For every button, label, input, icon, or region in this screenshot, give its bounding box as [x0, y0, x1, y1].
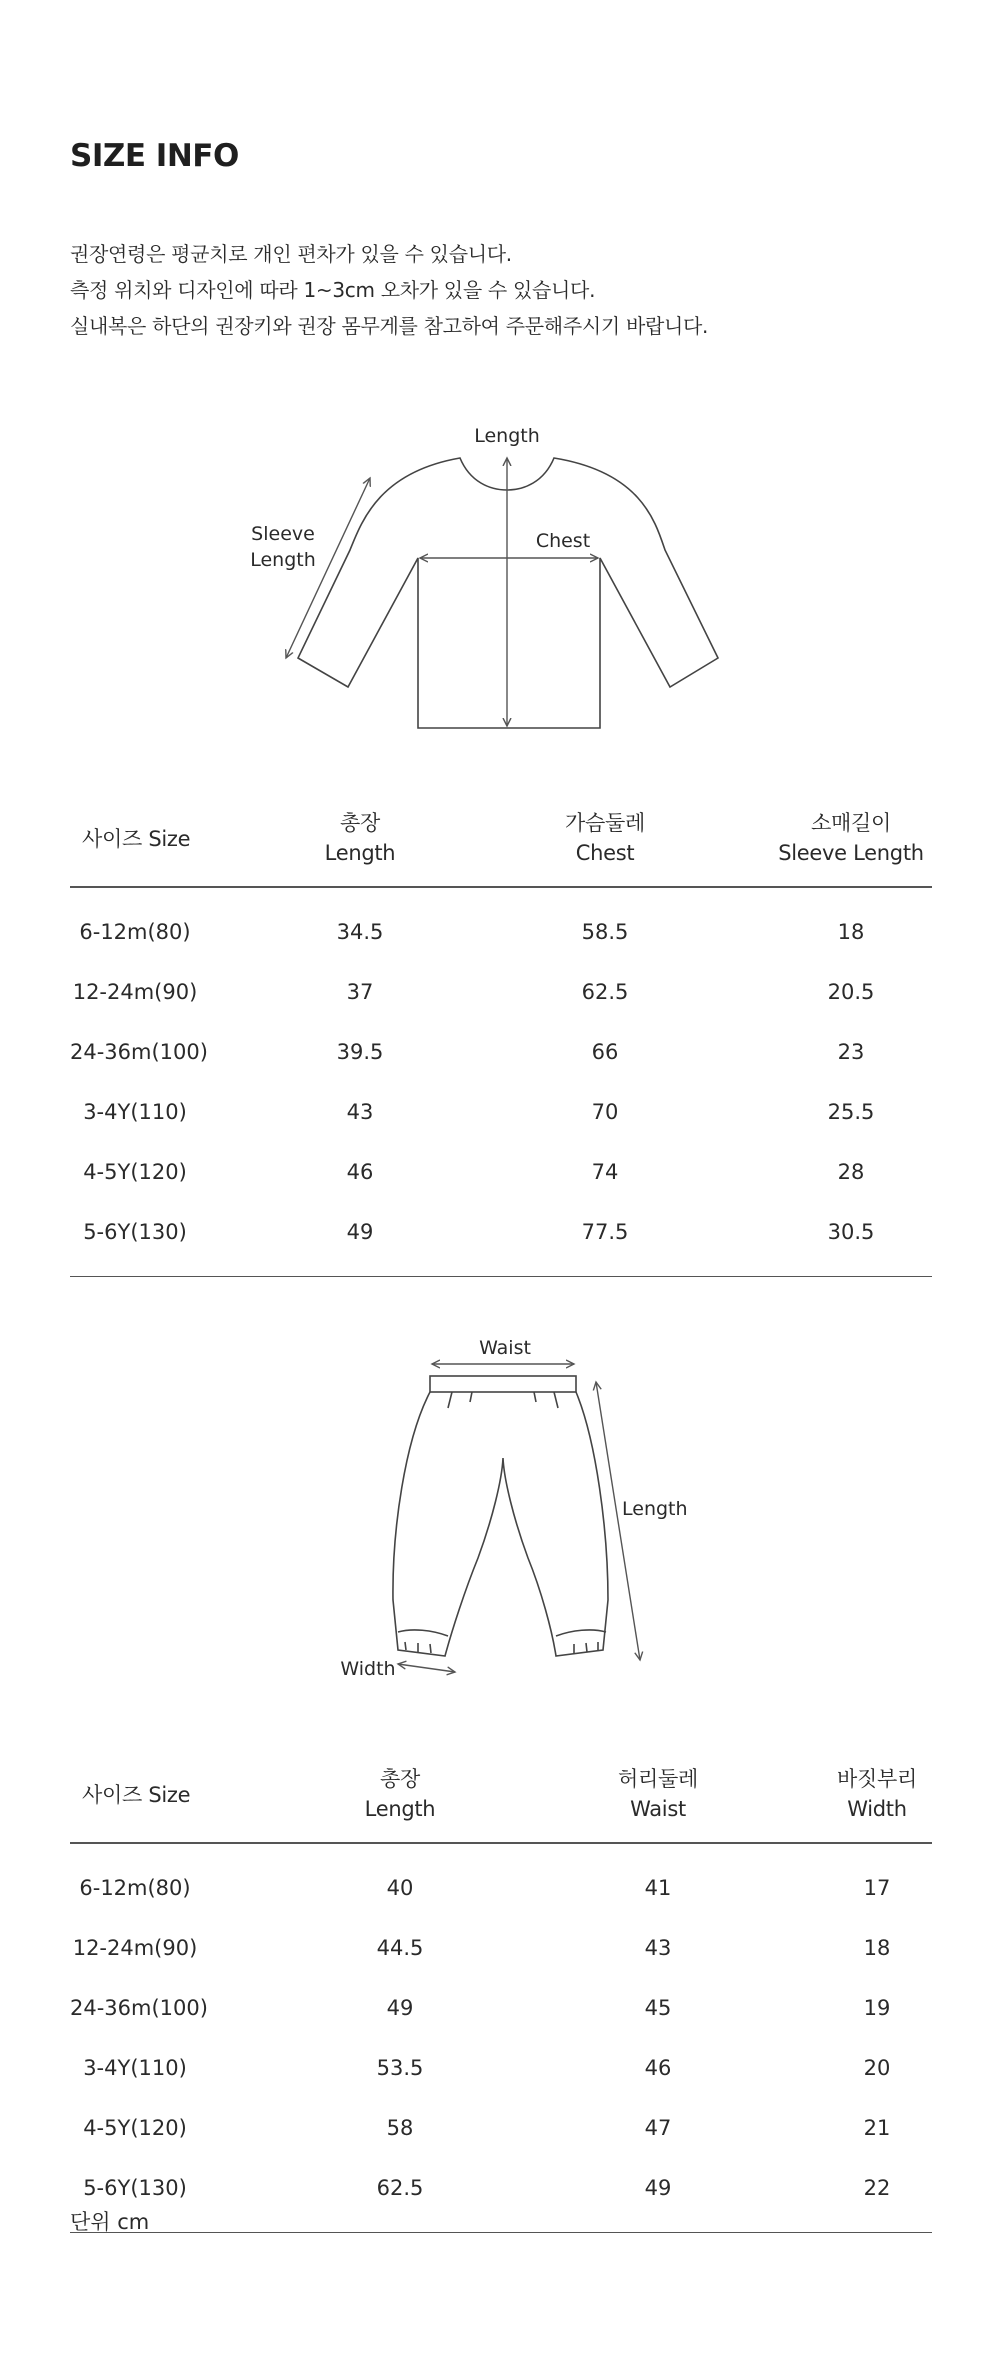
table-bottom-rule	[70, 2232, 932, 2233]
length-cell: 43	[346, 1100, 374, 1124]
length-cell: 62.5	[376, 2176, 424, 2200]
length-cell: 53.5	[376, 2056, 424, 2080]
table-row	[70, 962, 932, 1022]
note-line-2: 측정 위치와 디자인에 따라 1~3cm 오차가 있을 수 있습니다.	[70, 278, 596, 302]
header-width: 바짓부리 Width	[837, 1767, 917, 1821]
pants-outline	[393, 1376, 608, 1656]
sleeve-label-line-1: Sleeve	[251, 523, 315, 545]
length-cell: 40	[386, 1876, 414, 1900]
width-cell: 19	[863, 1996, 891, 2020]
sleeve-cell: 20.5	[827, 980, 875, 1004]
length-cell: 46	[346, 1160, 374, 1184]
size-cell: 12-24m(90)	[72, 1936, 198, 1960]
length-cell: 39.5	[336, 1040, 384, 1064]
chest-cell: 58.5	[581, 920, 629, 944]
top-table-body	[70, 888, 932, 1276]
size-notes	[70, 236, 950, 344]
table-row	[70, 1142, 932, 1202]
chest-cell: 70	[591, 1100, 619, 1124]
table-row	[70, 1022, 932, 1082]
waist-cell: 46	[644, 2056, 672, 2080]
length-cell: 49	[386, 1996, 414, 2020]
size-cell: 4-5Y(120)	[83, 1160, 187, 1184]
size-cell: 24-36m(100)	[70, 1996, 208, 2020]
header-length: 총장 Length	[364, 1767, 436, 1821]
waist-cell: 43	[644, 1936, 672, 1960]
sleeve-cell: 25.5	[827, 1100, 875, 1124]
top-table-header	[70, 808, 932, 874]
table-row	[70, 1978, 932, 2038]
waist-cell: 45	[644, 1996, 672, 2020]
width-cell: 21	[863, 2116, 891, 2140]
length-cell: 44.5	[376, 1936, 424, 1960]
top-measurement-diagram	[0, 400, 1000, 740]
sleeve-cell: 23	[837, 1040, 865, 1064]
top-size-table	[70, 808, 932, 1277]
table-row	[70, 1858, 932, 1918]
size-cell: 4-5Y(120)	[83, 2116, 187, 2140]
size-cell: 24-36m(100)	[70, 1040, 208, 1064]
pants-diagram-svg	[0, 1330, 1000, 1690]
pants-table-header	[70, 1764, 932, 1830]
width-cell: 20	[863, 2056, 891, 2080]
pants-size-table	[70, 1764, 932, 2233]
page-title: SIZE INFO	[70, 138, 239, 174]
table-row	[70, 1918, 932, 1978]
chest-cell: 74	[591, 1160, 619, 1184]
size-cell: 5-6Y(130)	[83, 1220, 187, 1244]
top-diagram-svg	[0, 400, 1000, 740]
chest-cell: 66	[591, 1040, 619, 1064]
table-row	[70, 902, 932, 962]
length-cell: 37	[346, 980, 374, 1004]
note-line-3: 실내복은 하단의 권장키와 권장 몸무게를 참고하여 주문해주시기 바랍니다.	[70, 314, 709, 338]
pants-table-body	[70, 1844, 932, 2232]
length-cell: 34.5	[336, 920, 384, 944]
width-cell: 18	[863, 1936, 891, 1960]
top-length-label: Length	[474, 425, 540, 447]
table-row	[70, 2038, 932, 2098]
sleeve-label-line-2: Length	[250, 549, 316, 571]
header-size: 사이즈 Size	[82, 827, 191, 851]
pants-length-arrow	[596, 1382, 640, 1660]
length-cell: 58	[386, 2116, 414, 2140]
width-arrow	[398, 1664, 455, 1672]
table-bottom-rule	[70, 1276, 932, 1277]
width-cell: 17	[863, 1876, 891, 1900]
chest-label: Chest	[535, 530, 591, 552]
length-cell: 49	[346, 1220, 374, 1244]
unit-label: 단위 cm	[70, 2210, 150, 2234]
header-chest: 가슴둘레 Chest	[565, 811, 645, 865]
note-line-1: 권장연령은 평균치로 개인 편차가 있을 수 있습니다.	[70, 242, 512, 266]
sleeve-cell: 28	[837, 1160, 865, 1184]
waist-label: Waist	[479, 1337, 531, 1359]
size-cell: 5-6Y(130)	[83, 2176, 187, 2200]
size-cell: 6-12m(80)	[79, 920, 191, 944]
table-row	[70, 2158, 932, 2218]
header-length: 총장 Length	[324, 811, 396, 865]
size-cell: 3-4Y(110)	[83, 2056, 187, 2080]
chest-cell: 77.5	[581, 1220, 629, 1244]
width-cell: 22	[863, 2176, 891, 2200]
size-cell: 3-4Y(110)	[83, 1100, 187, 1124]
width-label: Width	[340, 1658, 396, 1680]
size-cell: 12-24m(90)	[72, 980, 198, 1004]
sleeve-cell: 18	[837, 920, 865, 944]
header-sleeve-length: 소매길이 Sleeve Length	[778, 811, 924, 865]
table-row	[70, 1082, 932, 1142]
pants-length-label: Length	[622, 1498, 688, 1520]
table-row	[70, 1202, 932, 1262]
chest-cell: 62.5	[581, 980, 629, 1004]
header-size: 사이즈 Size	[82, 1783, 191, 1807]
waist-cell: 49	[644, 2176, 672, 2200]
size-cell: 6-12m(80)	[79, 1876, 191, 1900]
header-waist: 허리둘레 Waist	[618, 1767, 698, 1821]
waist-cell: 41	[644, 1876, 672, 1900]
waist-cell: 47	[644, 2116, 672, 2140]
sleeve-cell: 30.5	[827, 1220, 875, 1244]
pants-measurement-diagram	[0, 1330, 1000, 1690]
table-row	[70, 2098, 932, 2158]
